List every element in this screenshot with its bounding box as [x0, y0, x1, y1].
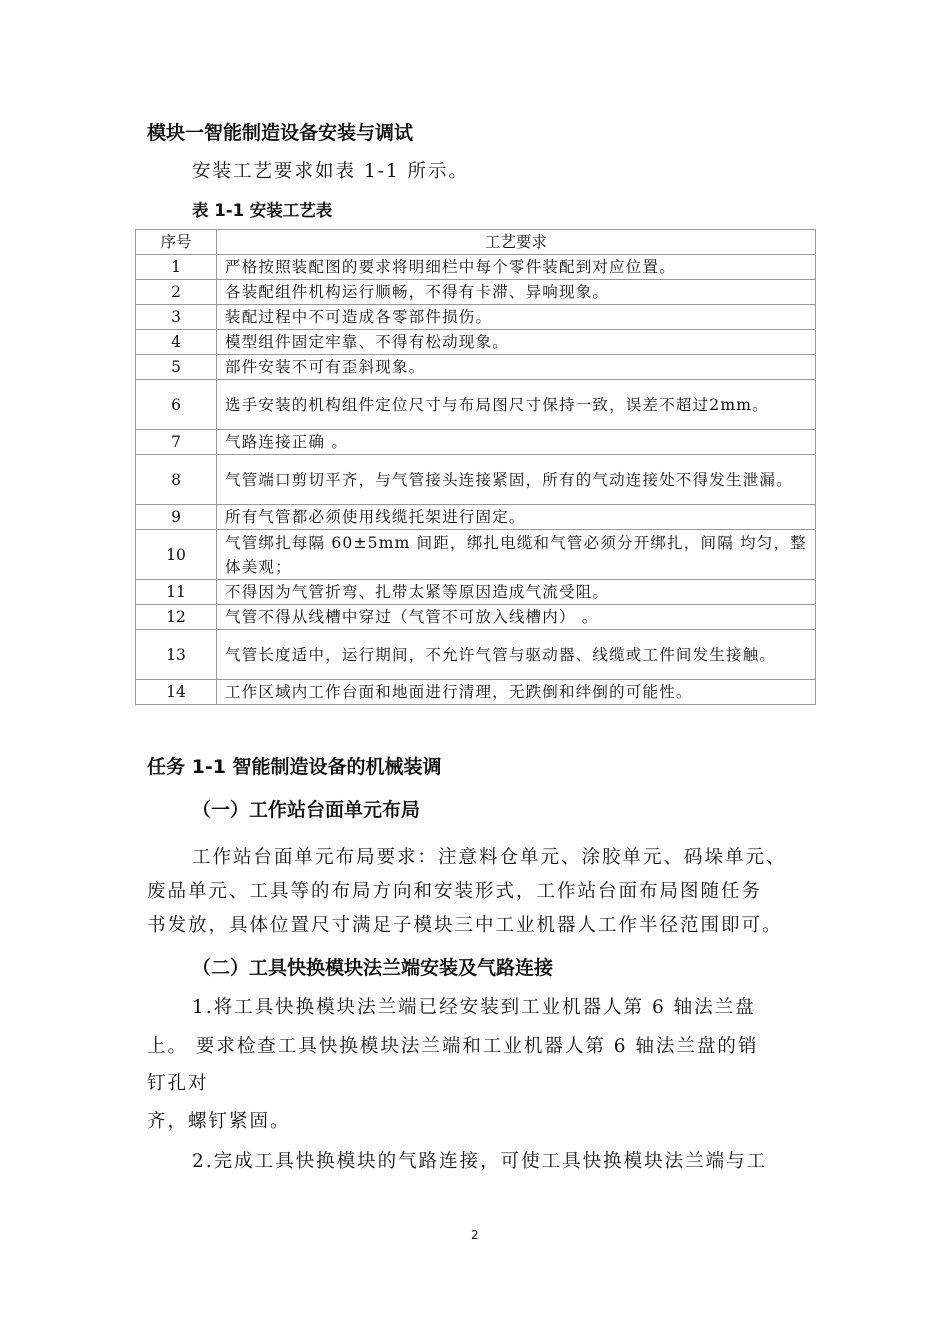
row-requirement: 气管端口剪切平齐，与气管接头连接紧固，所有的气动连接处不得发生泄漏。	[217, 455, 816, 505]
row-requirement: 不得因为气管折弯、扎带太紧等原因造成气流受阻。	[217, 580, 816, 605]
module-title: 模块一智能制造设备安装与调试	[147, 122, 414, 144]
section2-title: （二）工具快换模块法兰端安装及气路连接	[192, 957, 554, 979]
row-requirement: 装配过程中不可造成各零部件损伤。	[217, 305, 816, 330]
section2-line: 钉孔对	[147, 1073, 209, 1094]
row-requirement: 所有气管都必须使用线缆托架进行固定。	[217, 505, 816, 530]
row-index: 7	[136, 430, 217, 455]
section1-line: 书发放，具体位置尺寸满足子模块三中工业机器人工作半径范围即可。	[147, 915, 783, 936]
task-title: 任务 1-1 智能制造设备的机械装调	[147, 756, 442, 778]
table-header-row	[136, 230, 816, 255]
row-index: 10	[136, 530, 217, 580]
section2-line: 1.将工具快换模块法兰端已经安装到工业机器人第 6 轴法兰盘	[192, 997, 756, 1018]
row-requirement: 各装配组件机构运行顺畅，不得有卡滞、异响现象。	[217, 280, 816, 305]
table-row	[136, 580, 816, 605]
section1-line: 工作站台面单元布局要求：注意料仓单元、涂胶单元、码垛单元、	[192, 847, 787, 868]
row-index: 11	[136, 580, 217, 605]
row-requirement: 气路连接正确 。	[217, 430, 816, 455]
row-requirement: 工作区域内工作台面和地面进行清理，无跌倒和绊倒的可能性。	[217, 680, 816, 705]
table-row	[136, 305, 816, 330]
row-index: 3	[136, 305, 217, 330]
process-table	[135, 229, 816, 705]
intro-paragraph: 安装工艺要求如表 1-1 所示。	[192, 161, 470, 182]
row-requirement: 选手安装的机构组件定位尺寸与布局图尺寸保持一致，误差不超过2mm。	[217, 380, 816, 430]
row-requirement: 部件安装不可有歪斜现象。	[217, 355, 816, 380]
row-index: 5	[136, 355, 217, 380]
row-index: 14	[136, 680, 217, 705]
table-row	[136, 505, 816, 530]
table-row	[136, 605, 816, 630]
table-row	[136, 455, 816, 505]
table-caption: 表 1-1 安装工艺表	[192, 201, 333, 220]
table-row	[136, 630, 816, 680]
row-requirement: 严格按照装配图的要求将明细栏中每个零件装配到对应位置。	[217, 255, 816, 280]
table-row	[136, 430, 816, 455]
table-row	[136, 530, 816, 580]
table-row	[136, 355, 816, 380]
section2-line: 2.完成工具快换模块的气路连接，可使工具快换模块法兰端与工	[192, 1151, 768, 1172]
row-index: 9	[136, 505, 217, 530]
row-requirement: 气管绑扎每隔 60±5mm 间距，绑扎电缆和气管必须分开绑扎，间隔 均匀，整体美观；	[217, 530, 816, 580]
table-row	[136, 330, 816, 355]
row-index: 13	[136, 630, 217, 680]
table-row	[136, 280, 816, 305]
section2-line: 齐，螺钉紧固。	[147, 1111, 291, 1132]
row-requirement: 气管长度适中，运行期间，不允许气管与驱动器、线缆或工件间发生接触。	[217, 630, 816, 680]
section2-line: 上。 要求检查工具快换模块法兰端和工业机器人第 6 轴法兰盘的销	[147, 1036, 759, 1057]
row-index: 8	[136, 455, 217, 505]
table-row	[136, 255, 816, 280]
section1-title: （一）工作站台面单元布局	[192, 799, 421, 821]
row-index: 6	[136, 380, 217, 430]
header-requirement: 工艺要求	[217, 230, 816, 255]
table-row	[136, 380, 816, 430]
row-index: 4	[136, 330, 217, 355]
header-index: 序号	[136, 230, 217, 255]
row-requirement: 模型组件固定牢靠、不得有松动现象。	[217, 330, 816, 355]
row-requirement: 气管不得从线槽中穿过（气管不可放入线槽内） 。	[217, 605, 816, 630]
page-number: 2	[471, 1228, 479, 1242]
table-row	[136, 680, 816, 705]
row-index: 1	[136, 255, 217, 280]
section1-line: 废品单元、工具等的布局方向和安装形式，工作站台面布局图随任务	[147, 881, 763, 902]
row-index: 12	[136, 605, 217, 630]
row-index: 2	[136, 280, 217, 305]
